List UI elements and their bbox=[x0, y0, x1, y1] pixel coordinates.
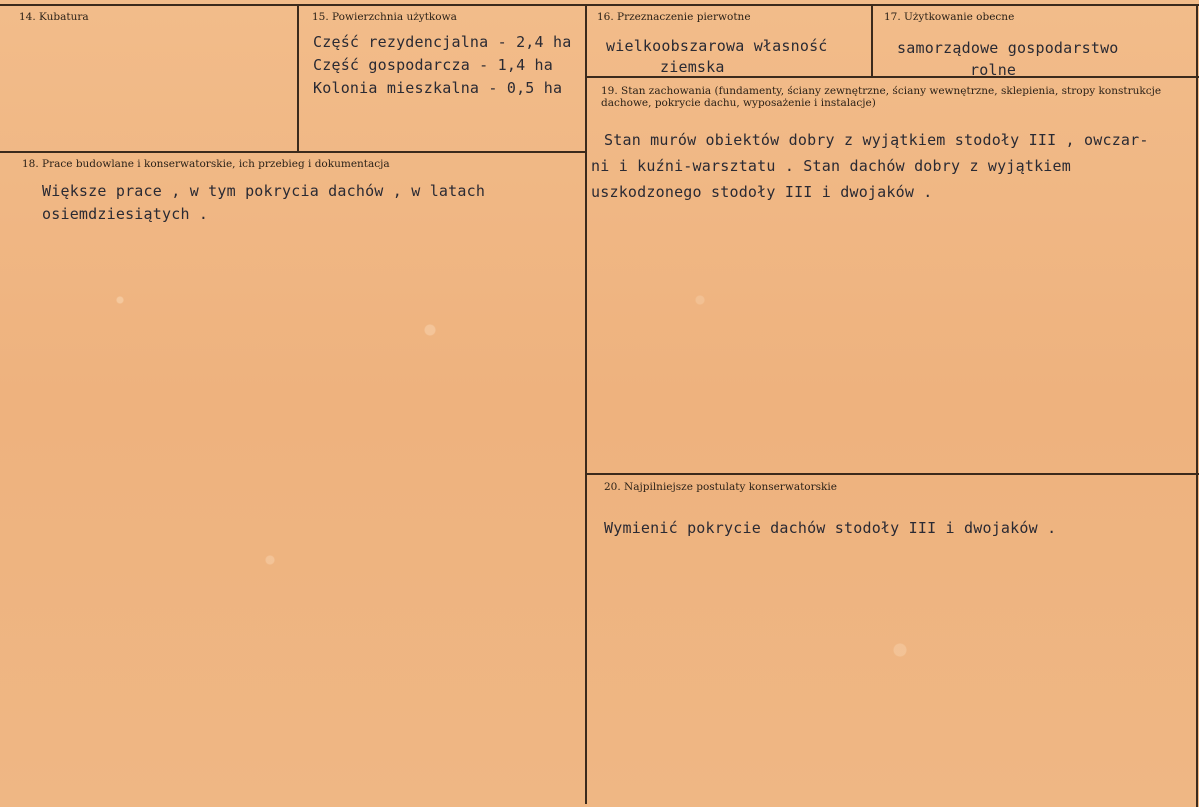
field-19-line-2: ni i kuźni-warsztatu . Stan dachów dobry z wyjątkiem bbox=[591, 157, 1071, 175]
field-19-line-1: Stan murów obiektów dobry z wyjątkiem stodoły III , owczar- bbox=[604, 131, 1149, 149]
divider-16-17 bbox=[871, 4, 873, 78]
divider-19-20 bbox=[587, 473, 1199, 475]
divider-15-16 bbox=[585, 4, 587, 804]
field-14-label: 14. Kubatura bbox=[19, 11, 89, 23]
field-20-label: 20. Najpilniejsze postulaty konserwatorskie bbox=[604, 481, 837, 493]
field-16-label: 16. Przeznaczenie pierwotne bbox=[597, 11, 751, 23]
field-15-line-3: Kolonia mieszkalna - 0,5 ha bbox=[313, 79, 563, 97]
divider-14-15 bbox=[297, 4, 299, 152]
top-border bbox=[0, 4, 1199, 6]
divider-top-row-bottom bbox=[0, 151, 587, 153]
field-18-label: 18. Prace budowlane i konserwatorskie, ich przebieg i dokumentacja bbox=[22, 158, 390, 170]
field-15-label: 15. Powierzchnia użytkowa bbox=[312, 11, 457, 23]
field-19-label: 19. Stan zachowania (fundamenty, ściany zewnętrzne, ściany wewnętrzne, sklepienia, stropy konstrukcje dachowe, pokrycie dachu, wyposażenie i instalacje) bbox=[601, 85, 1162, 109]
field-16-line-2: ziemska bbox=[660, 58, 725, 76]
field-16-line-1: wielkoobszarowa własność bbox=[606, 37, 828, 55]
field-18-line-2: osiemdziesiątych . bbox=[42, 205, 209, 223]
field-19-line-3: uszkodzonego stodoły III i dwojaków . bbox=[591, 183, 933, 201]
field-17-label: 17. Użytkowanie obecne bbox=[884, 11, 1015, 23]
field-15-line-2: Część gospodarcza - 1,4 ha bbox=[313, 56, 553, 74]
field-17-line-1: samorządowe gospodarstwo bbox=[897, 39, 1119, 57]
field-15-line-1: Część rezydencjalna - 2,4 ha bbox=[313, 33, 572, 51]
field-17-line-2: rolne bbox=[970, 61, 1017, 79]
field-18-line-1: Większe prace , w tym pokrycia dachów , w latach bbox=[42, 182, 486, 200]
field-20-line-1: Wymienić pokrycie dachów stodoły III i dwojaków . bbox=[604, 519, 1057, 537]
right-border bbox=[1196, 4, 1198, 807]
